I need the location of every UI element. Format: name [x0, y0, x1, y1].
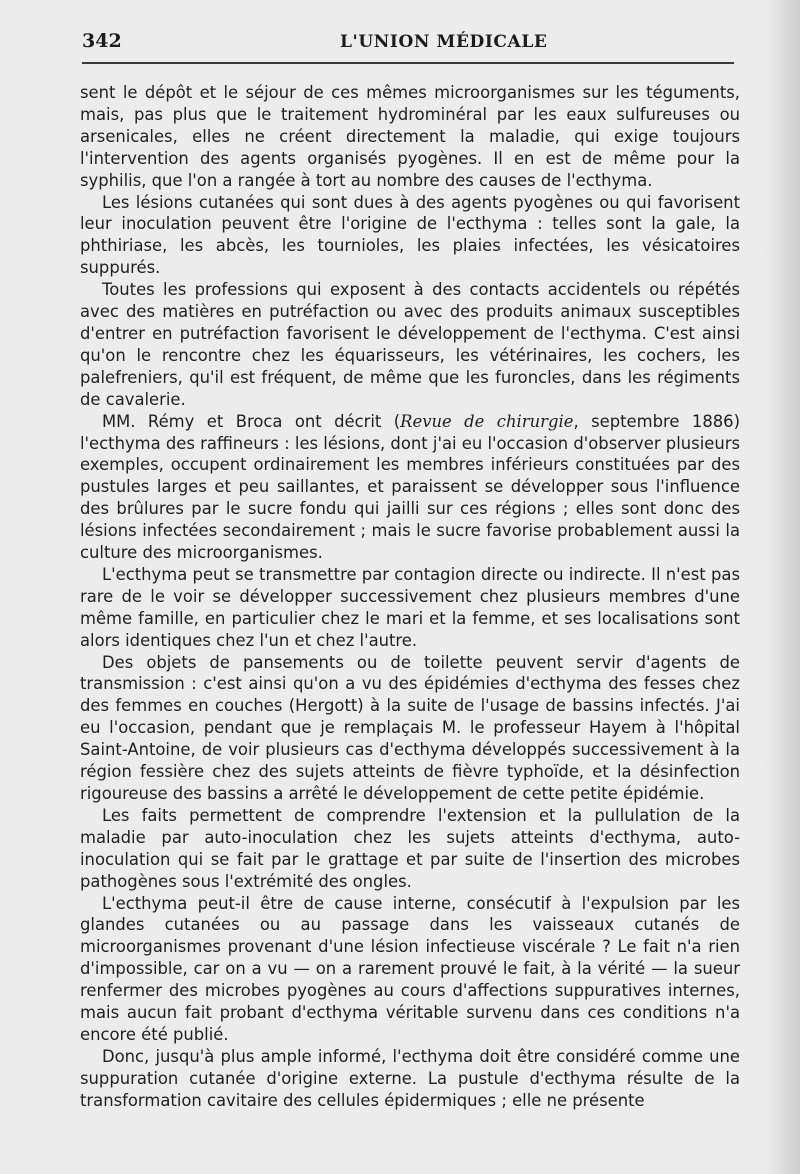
- page-number: 342: [82, 30, 122, 52]
- paragraph-internal-cause: L'ecthyma peut-il être de cause interne, consécutif à l'expulsion par les glandes cutanées ou au passage dans les vaisseaux cutanés de microorganismes provenant d'une lésion infectieuse viscérale ? Le fait n'a rien d'impossible, car on a vu — on a rarement prouvé le fait, à la vérité — la sueur renfermer des microbes pyogènes au cours d'affections suppuratives internes, mais aucun fait probant d'ecthyma véritable survenu dans ces conditions n'a encore été publié.: [80, 893, 740, 1044]
- paragraph-raffineurs-start: MM. Rémy et Broca ont décrit (: [102, 411, 401, 431]
- running-title: L'UNION MÉDICALE: [340, 32, 548, 52]
- paragraph-conclusion: Donc, jusqu'à plus ample informé, l'ecthyma doit être considéré comme une suppuration cutanée d'origine externe. La pustule d'ecthyma résulte de la transformation cavitaire des cellules épidermiques ; elle ne présente: [80, 1046, 740, 1110]
- paragraph-contagion: L'ecthyma peut se transmettre par contagion directe ou indirecte. Il n'est pas rare de le voir se développer successivement chez plusieurs membres d'une même famille, en particulier chez le mari et la femme, et ses localisations sont alors identiques chez l'un et chez l'autre.: [80, 564, 740, 650]
- journal-title: Revue de chirurgie: [400, 411, 574, 431]
- paragraph-auto-inoculation: Les faits permettent de comprendre l'extension et la pullulation de la maladie par auto-inoculation chez les sujets atteints d'ecthyma, auto-inoculation qui se fait par le grattage et par suite de l'insertion des microbes pathogènes sous l'extrémité des ongles.: [80, 805, 740, 891]
- paragraph-raffineurs: [80, 411, 740, 564]
- paragraph-professions: Toutes les professions qui exposent à des contacts accidentels ou répétés avec des matières en putréfaction ou avec des produits animaux susceptibles d'entrer en putréfaction favorisent le développement de l'ecthyma. C'est ainsi qu'on le rencontre chez les équarisseurs, les vétérinaires, les cochers, les palefreniers, qu'il est fréquent, de même que les furoncles, dans les régiments de cavalerie.: [80, 280, 740, 409]
- running-header: [82, 30, 742, 56]
- header-rule: [82, 62, 734, 64]
- body-text: [80, 82, 740, 1112]
- paragraph-transmission: Des objets de pansements ou de toilette peuvent servir d'agents de transmission : c'est ainsi qu'on a vu des épidémies d'ecthyma des fesses chez des femmes en couches (Hergott) à la suite de l'usage de bassins infectés. J'ai eu l'occasion, pendant que je remplaçais M. le professeur Hayem à l'hôpital Saint-Antoine, de voir plusieurs cas d'ecthyma développés successivement à la région fessière chez des sujets atteints de fièvre typhoïde, et la désinfection rigoureuse des bassins a arrêté le développement de cette petite épidémie.: [80, 652, 740, 803]
- paragraph-cutaneous-lesions: Les lésions cutanées qui sont dues à des agents pyogènes ou qui favorisent leur inoculation peuvent être l'origine de l'ecthyma : telles sont la gale, la phthiriase, les abcès, les tournioles, les plaies infectées, les vésicatoires suppurés.: [80, 192, 740, 278]
- page-edge-shadow: [766, 0, 800, 1174]
- paragraph-continued: sent le dépôt et le séjour de ces mêmes microorganismes sur les téguments, mais, pas plus que le traitement hydrominéral par les eaux sulfureuses ou arsenicales, elles ne créent directement la maladie, qui exige toujours l'intervention des agents organisés pyogènes. Il en est de même pour la syphilis, que l'on a rangée à tort au nombre des causes de l'ecthyma.: [80, 83, 740, 190]
- paragraph-raffineurs-rest: , septembre 1886) l'ecthyma des raffineurs : les lésions, dont j'ai eu l'occasion d'observer plusieurs exemples, occupent ordinairement les membres inférieurs constituées par des pustules larges et peu saillantes, et paraissent se développer sous l'influence des brûlures par le sucre fondu qui jailli sur ces régions ; elles sont donc des lésions infectées secondairement ; mais le sucre favorise probablement aussi la culture des microorganismes.: [80, 411, 740, 563]
